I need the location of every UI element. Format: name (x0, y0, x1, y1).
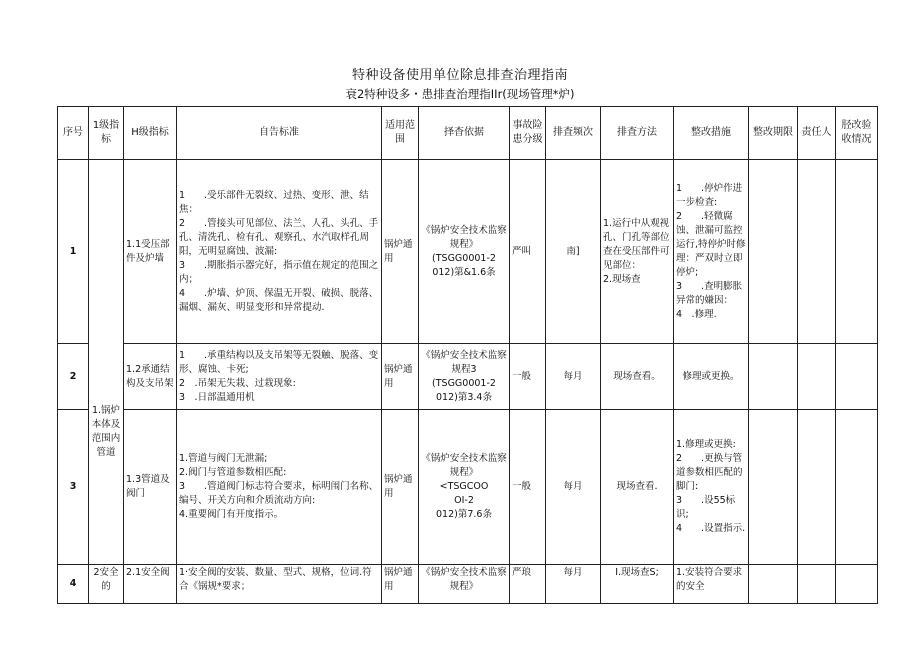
responsible-cell (798, 344, 836, 410)
deadline-cell (749, 565, 798, 604)
measures-cell-line: 2 .轻微腐蚀、泄漏可监控运行,特停炉时修理：严双时立即停炉; (676, 210, 746, 278)
method-cell (601, 344, 674, 410)
measures-cell-line: 修理或更换。 (682, 370, 740, 382)
standard-cell-line: 4.重要阀门有开度指示。 (179, 509, 284, 520)
header-level2: H级指标 (124, 107, 177, 160)
header-no: 序号 (58, 107, 89, 160)
document-title: 特种设备使用单位除息排查治理指南 (351, 68, 568, 83)
table-row (58, 565, 878, 604)
standard-cell-line: 1 .受乐部件无裂纹、过热、变形、泄、结焦： (179, 189, 369, 215)
level1-cell: 2安全的 (89, 565, 124, 604)
header-deadline: 整改期限 (749, 107, 798, 160)
freq-cell: 每月 (546, 565, 601, 604)
method-cell-line: 现场查看。 (613, 370, 661, 382)
deadline-cell (749, 410, 798, 565)
standard-cell-line: 1.管道与阀门无泄漏; (179, 453, 268, 464)
acceptance-cell (836, 160, 878, 344)
measures-cell-line: 3 .査明膨胀异常的嫌因： (676, 280, 743, 306)
standard-cell-line: 1 .承重结构以及支吊架等无裂触、脱落、变形、腐蚀、卡死; (179, 349, 379, 375)
standard-cell-line: 3 .管道阀门标志符合要求，标明闱门名称、编号、开关方向和介质流动方向: (179, 481, 379, 506)
table-row (58, 410, 878, 565)
hazard-cell: 一般 (510, 410, 546, 565)
level2-cell: 1.2承通结构及支吊架 (124, 344, 177, 410)
measures-cell-line: 4 .修理. (676, 308, 717, 320)
standard-cell (177, 565, 382, 604)
measures-cell-line: 1.安装符合要求的安全 (676, 567, 743, 592)
basis-cell-line: 《锅炉安全技术监察规程》 (421, 224, 507, 250)
method-cell (601, 565, 674, 604)
row-number: 2 (58, 344, 89, 410)
header-hazard: 事故险患分级 (510, 107, 546, 160)
row-number: 4 (58, 565, 89, 604)
level2-cell: 2.1安全阀 (124, 565, 177, 604)
deadline-cell (749, 160, 798, 344)
header-standard: 自告标准 (177, 107, 382, 160)
standard-cell-line: 2 .吊架无失栽、过栽现象: (179, 377, 296, 389)
measures-cell (674, 160, 749, 344)
standard-cell-line: 3 .日部温通用机 (179, 391, 255, 403)
freq-cell: 每月 (546, 410, 601, 565)
level2-cell: 1.3管道及阀门 (124, 410, 177, 565)
method-cell-line: I.现场查S; (615, 567, 659, 578)
hazard-cell: 严叫 (510, 160, 546, 344)
table-row (58, 344, 878, 410)
table-header-row (58, 107, 878, 160)
basis-cell-line: (TSGG0001-2 (432, 377, 496, 389)
standard-cell (177, 410, 382, 565)
measures-cell-line: 3 .设55标识; (676, 495, 736, 520)
standard-cell-line: 3 .期胀指示器完好，指示值在规定的范围之内； (179, 259, 379, 285)
freq-cell: 每月 (546, 344, 601, 410)
header-acceptance: 胫改验收情况 (836, 107, 878, 160)
basis-cell (419, 160, 510, 344)
basis-cell-line: (TSGG0001-2 (432, 252, 496, 264)
basis-cell (419, 410, 510, 565)
deadline-cell (749, 344, 798, 410)
level2-cell: 1.1受压部件及炉墙 (124, 160, 177, 344)
measures-cell-line: 1.修理或更换: (676, 439, 736, 450)
header-measures: 整改措施 (674, 107, 749, 160)
freq-cell: 南] (546, 160, 601, 344)
table-row (58, 160, 878, 344)
standard-cell (177, 160, 382, 344)
measures-cell (674, 344, 749, 410)
document-subtitle: 衰2特种设多・患排査治理指IIr(现场管理*炉) (345, 87, 575, 101)
basis-cell (419, 344, 510, 410)
basis-cell-line: 《锅炉安全技术监察规程》 (421, 453, 507, 478)
scope-cell: 锅炉通用 (382, 344, 419, 410)
row-number: 3 (58, 410, 89, 565)
measures-cell-line: 2 .更换与管道参数相匹配的脚门: (676, 453, 743, 492)
level1-group: 1.锅炉本体及范围内管道 (89, 160, 124, 565)
row-number: 1 (58, 160, 89, 344)
basis-cell-line: OI-2 (454, 495, 474, 506)
standard-cell (177, 344, 382, 410)
standard-cell-line: 2 .管接头可见部位、法兰、人孔、头孔、手孔、清洗孔、检有孔、观察孔、水汽取样孔周阳，无明显腐蚀、波漏: (179, 217, 379, 257)
header-freq: 排査频次 (546, 107, 601, 160)
measures-cell (674, 410, 749, 565)
basis-cell-line: 《锅炉安全技术监察规程3 (421, 349, 507, 375)
scope-cell: 锅炉通用 (382, 410, 419, 565)
scope-cell: 锅炉通用 (382, 160, 419, 344)
method-cell-line: 现场查看. (616, 481, 658, 492)
basis-cell-line: 012)第3.4条 (436, 391, 492, 403)
basis-cell-line: <TSGCOO (439, 481, 489, 492)
method-cell (601, 410, 674, 565)
header-method: 排査方法 (601, 107, 674, 160)
standard-cell-line: 1·安全阀的安装、数量、型式、规格，位词.符合《锅规*要求； (179, 567, 372, 592)
hazard-cell: 严琅 (510, 565, 546, 604)
measures-cell-line: 1 .停炉作进一步检査: (676, 182, 743, 208)
hazard-cell: 一般 (510, 344, 546, 410)
header-basis: 择杳依据 (419, 107, 510, 160)
acceptance-cell (836, 344, 878, 410)
measures-cell (674, 565, 749, 604)
acceptance-cell (836, 565, 878, 604)
hazard-table (57, 106, 878, 604)
responsible-cell (798, 410, 836, 565)
basis-cell-line: 012)第7.6条 (436, 509, 492, 520)
method-cell-line: 2.现场查 (603, 273, 641, 285)
basis-cell (419, 565, 510, 604)
header-level1: 1级指标 (89, 107, 124, 160)
scope-cell: 锅炉通用 (382, 565, 419, 604)
header-scope: 适用范围 (382, 107, 419, 160)
acceptance-cell (836, 410, 878, 565)
responsible-cell (798, 565, 836, 604)
header-responsible: 责任人 (798, 107, 836, 160)
basis-cell-line: 《锅炉安全技术监察规程》 (421, 567, 507, 592)
standard-cell-line: 2.阀门与管道参数相匹配: (179, 467, 287, 478)
responsible-cell (798, 160, 836, 344)
basis-cell-line: 012)第&1.6条 (432, 266, 496, 278)
measures-cell-line: 4 .设置指示. (676, 523, 746, 534)
standard-cell-line: 4 .炉墙、炉顶、保温无开裂、破损、脱落、漏烟、漏灰、明显变形和异常提动. (179, 287, 379, 313)
method-cell-line: 1.运行中从观视孔、门孔等部位查在受压部件可见部位： (603, 217, 670, 271)
method-cell (601, 160, 674, 344)
